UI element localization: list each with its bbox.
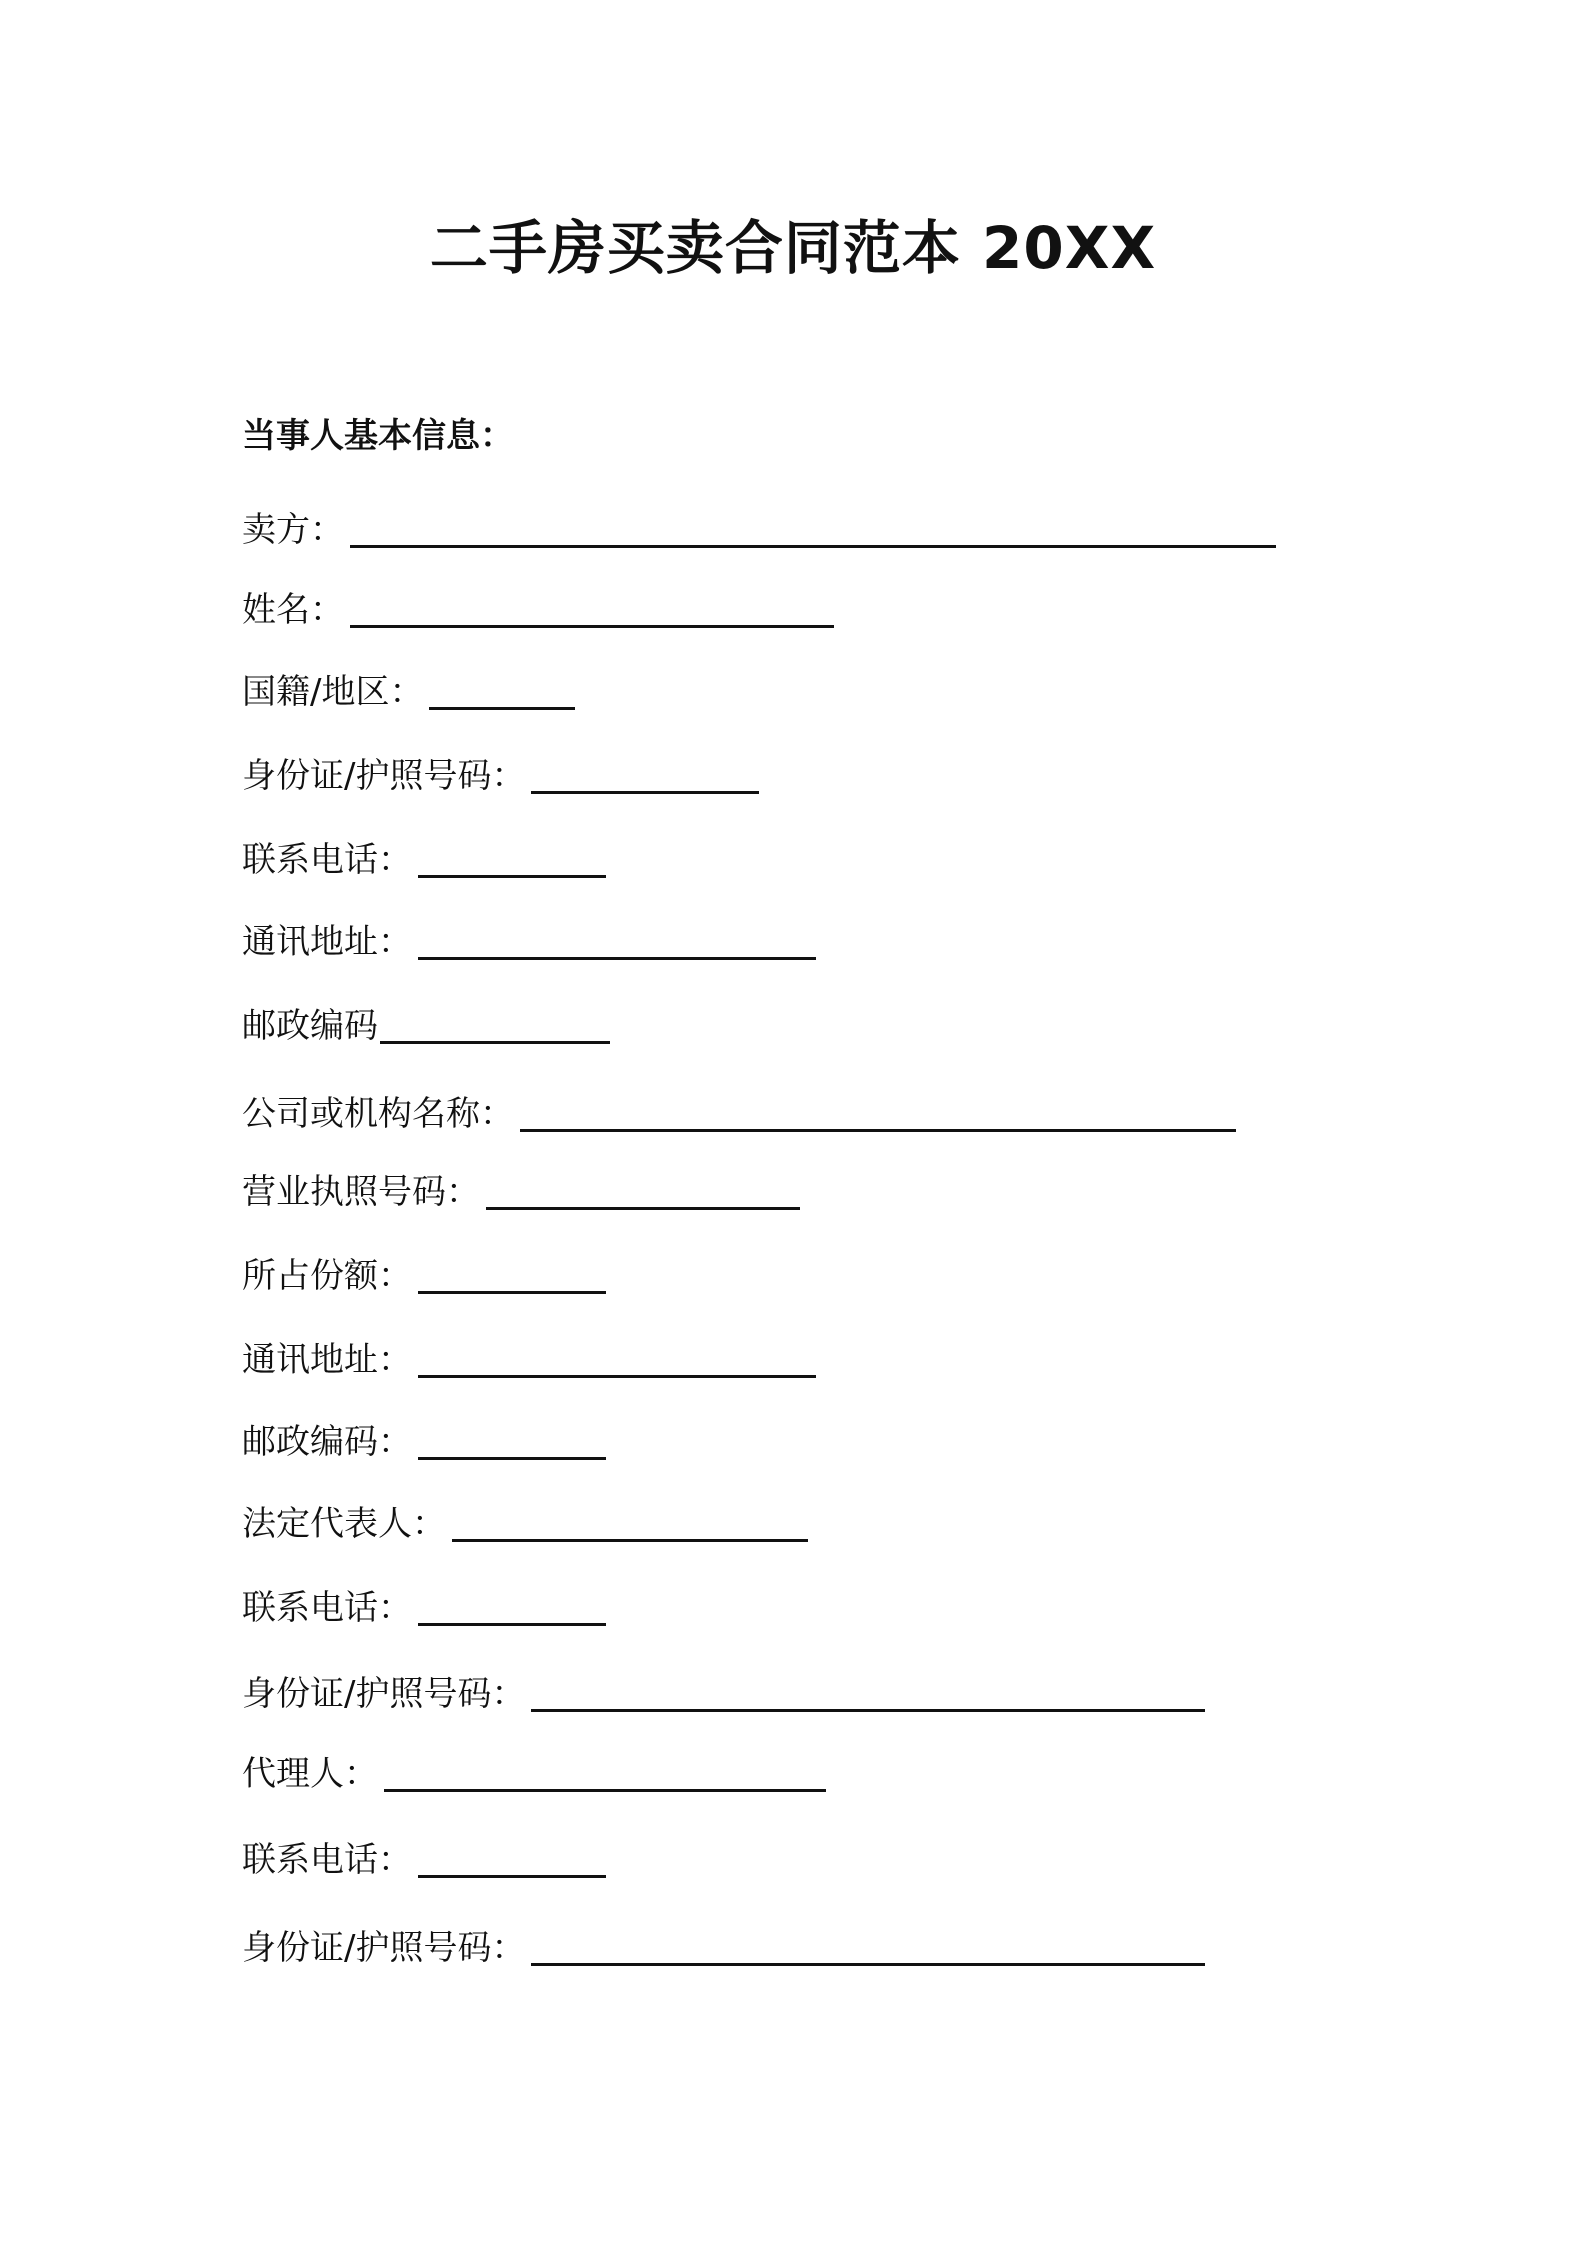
fill-in-blank[interactable] <box>531 1925 1205 1966</box>
field-phone <box>242 834 606 884</box>
field-label: 卖方： <box>242 510 344 550</box>
fill-in-blank[interactable] <box>418 1585 606 1626</box>
fill-in-blank[interactable] <box>452 1501 808 1542</box>
field-label: 公司或机构名称： <box>242 1094 514 1134</box>
field-label: 身份证/护照号码： <box>242 1674 526 1714</box>
field-label: 法定代表人： <box>242 1504 446 1544</box>
field-postcode-2 <box>242 1416 606 1466</box>
field-label: 营业执照号码： <box>242 1172 480 1212</box>
fill-in-blank[interactable] <box>418 1337 816 1378</box>
field-label: 所占份额： <box>242 1256 412 1296</box>
fill-in-blank[interactable] <box>350 507 1276 548</box>
field-label: 联系电话： <box>242 1840 412 1880</box>
field-nationality <box>242 666 575 716</box>
field-business-license <box>242 1166 800 1216</box>
field-share <box>242 1250 606 1300</box>
fill-in-blank[interactable] <box>531 1671 1205 1712</box>
fill-in-blank[interactable] <box>418 1253 606 1294</box>
field-label: 邮政编码 <box>242 1006 378 1046</box>
field-label: 邮政编码： <box>242 1422 412 1462</box>
field-company <box>242 1088 1236 1138</box>
field-legal-representative <box>242 1498 808 1548</box>
fill-in-blank[interactable] <box>429 669 575 710</box>
field-label: 姓名： <box>242 590 344 630</box>
field-label: 联系电话： <box>242 840 412 880</box>
field-postcode <box>242 1000 610 1050</box>
fill-in-blank[interactable] <box>486 1169 800 1210</box>
fill-in-blank[interactable] <box>384 1751 826 1792</box>
fill-in-blank[interactable] <box>418 919 816 960</box>
field-phone-2 <box>242 1582 606 1632</box>
field-label: 联系电话： <box>242 1588 412 1628</box>
field-id-passport-3 <box>242 1922 1205 1972</box>
field-agent <box>242 1748 826 1798</box>
fill-in-blank[interactable] <box>531 753 759 794</box>
field-id-passport-2 <box>242 1668 1205 1718</box>
fill-in-blank[interactable] <box>418 1419 606 1460</box>
field-address <box>242 916 816 966</box>
field-id-passport <box>242 750 759 800</box>
field-label: 身份证/护照号码： <box>242 1928 526 1968</box>
fill-in-blank[interactable] <box>520 1091 1236 1132</box>
field-label: 身份证/护照号码： <box>242 756 526 796</box>
document-title: 二手房买卖合同范本 20XX <box>429 214 1157 282</box>
field-phone-3 <box>242 1834 606 1884</box>
fill-in-blank[interactable] <box>418 837 606 878</box>
field-label: 代理人： <box>242 1754 378 1794</box>
fill-in-blank[interactable] <box>380 1003 610 1044</box>
field-address-2 <box>242 1334 816 1384</box>
field-label: 通讯地址： <box>242 1340 412 1380</box>
field-seller <box>242 504 1276 554</box>
field-name <box>242 584 834 634</box>
field-label: 国籍/地区： <box>242 672 424 712</box>
fill-in-blank[interactable] <box>418 1837 606 1878</box>
field-label: 通讯地址： <box>242 922 412 962</box>
section-heading: 当事人基本信息： <box>242 416 514 456</box>
fill-in-blank[interactable] <box>350 587 834 628</box>
